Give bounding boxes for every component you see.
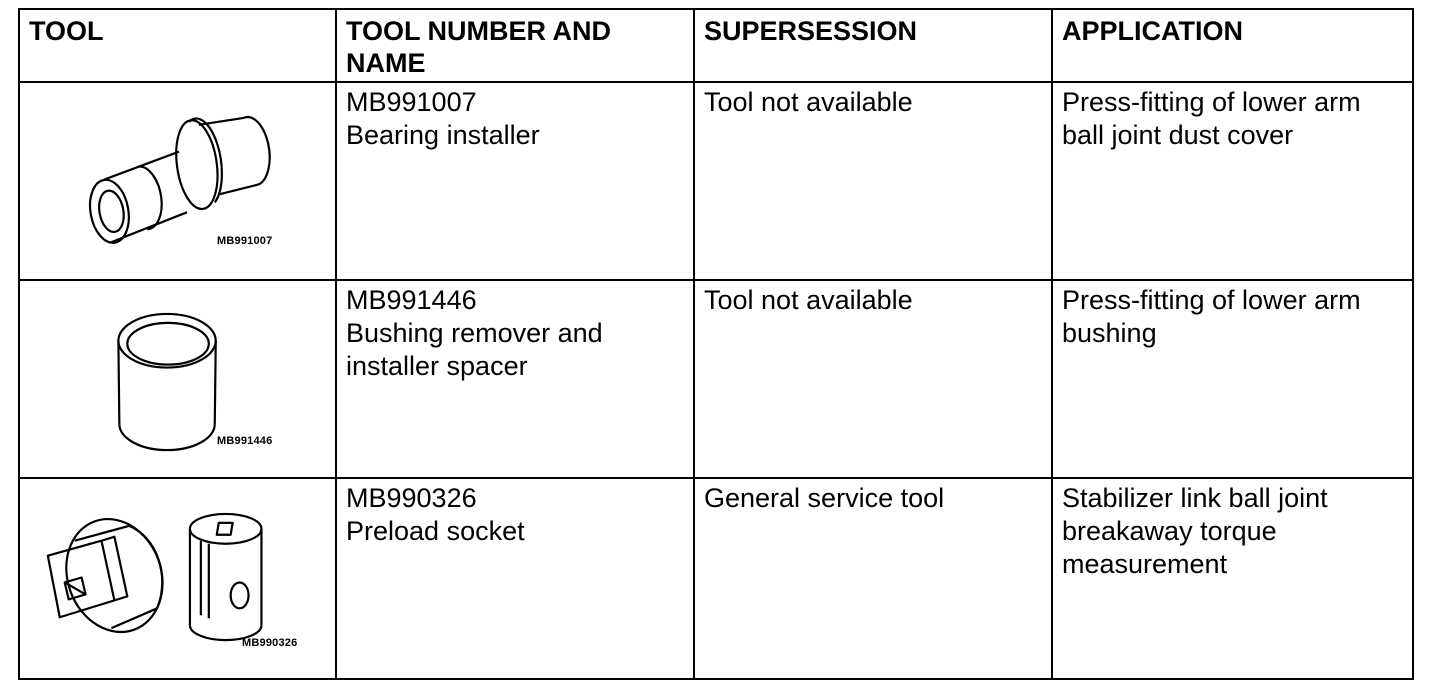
header-tool-number-line2: NAME — [346, 48, 426, 78]
application-line: Stabilizer link ball joint — [1062, 483, 1328, 513]
tool-image-cell — [19, 280, 336, 478]
table-row — [19, 280, 1413, 478]
header-tool-number-line1: TOOL NUMBER AND — [346, 16, 612, 46]
application-cell — [1052, 280, 1413, 478]
supersession-text: General service tool — [704, 483, 945, 513]
header-tool-number — [336, 9, 694, 82]
tool-number-cell — [336, 82, 694, 280]
supersession-text: Tool not available — [704, 87, 913, 117]
supersession-cell — [694, 280, 1052, 478]
application-line: breakaway torque — [1062, 516, 1277, 546]
tool-name-line: Preload socket — [346, 516, 525, 546]
tool-name-line: installer spacer — [346, 351, 528, 381]
tool-number: MB990326 — [346, 483, 477, 513]
header-supersession — [694, 9, 1052, 82]
header-application-label: APPLICATION — [1062, 16, 1243, 46]
tool-name-line: Bearing installer — [346, 120, 540, 150]
header-supersession-label: SUPERSESSION — [704, 16, 918, 46]
tool-name-line: Bushing remover and — [346, 318, 603, 348]
header-tool — [19, 9, 336, 82]
tool-number: MB991446 — [346, 285, 477, 315]
bushing-spacer-icon — [20, 281, 335, 477]
bearing-installer-icon — [20, 83, 335, 279]
application-line: Press-fitting of lower arm — [1062, 87, 1361, 117]
supersession-cell — [694, 478, 1052, 679]
tool-number-cell — [336, 478, 694, 679]
application-cell — [1052, 82, 1413, 280]
header-application — [1052, 9, 1413, 82]
header-row — [19, 9, 1413, 82]
tool-image-label: MB991007 — [217, 235, 273, 247]
application-cell — [1052, 478, 1413, 679]
tool-image-cell — [19, 82, 336, 280]
application-line: measurement — [1062, 549, 1228, 579]
application-line: ball joint dust cover — [1062, 120, 1294, 150]
special-tools-table — [18, 8, 1414, 680]
tool-image-cell — [19, 478, 336, 679]
table-row — [19, 478, 1413, 679]
tool-number: MB991007 — [346, 87, 477, 117]
supersession-text: Tool not available — [704, 285, 913, 315]
tool-number-cell — [336, 280, 694, 478]
header-tool-label: TOOL — [29, 16, 104, 46]
tool-image-label: MB990326 — [242, 637, 298, 649]
application-line: Press-fitting of lower arm — [1062, 285, 1361, 315]
supersession-cell — [694, 82, 1052, 280]
application-line: bushing — [1062, 318, 1157, 348]
table-row — [19, 82, 1413, 280]
tool-image-label: MB991446 — [217, 435, 273, 447]
